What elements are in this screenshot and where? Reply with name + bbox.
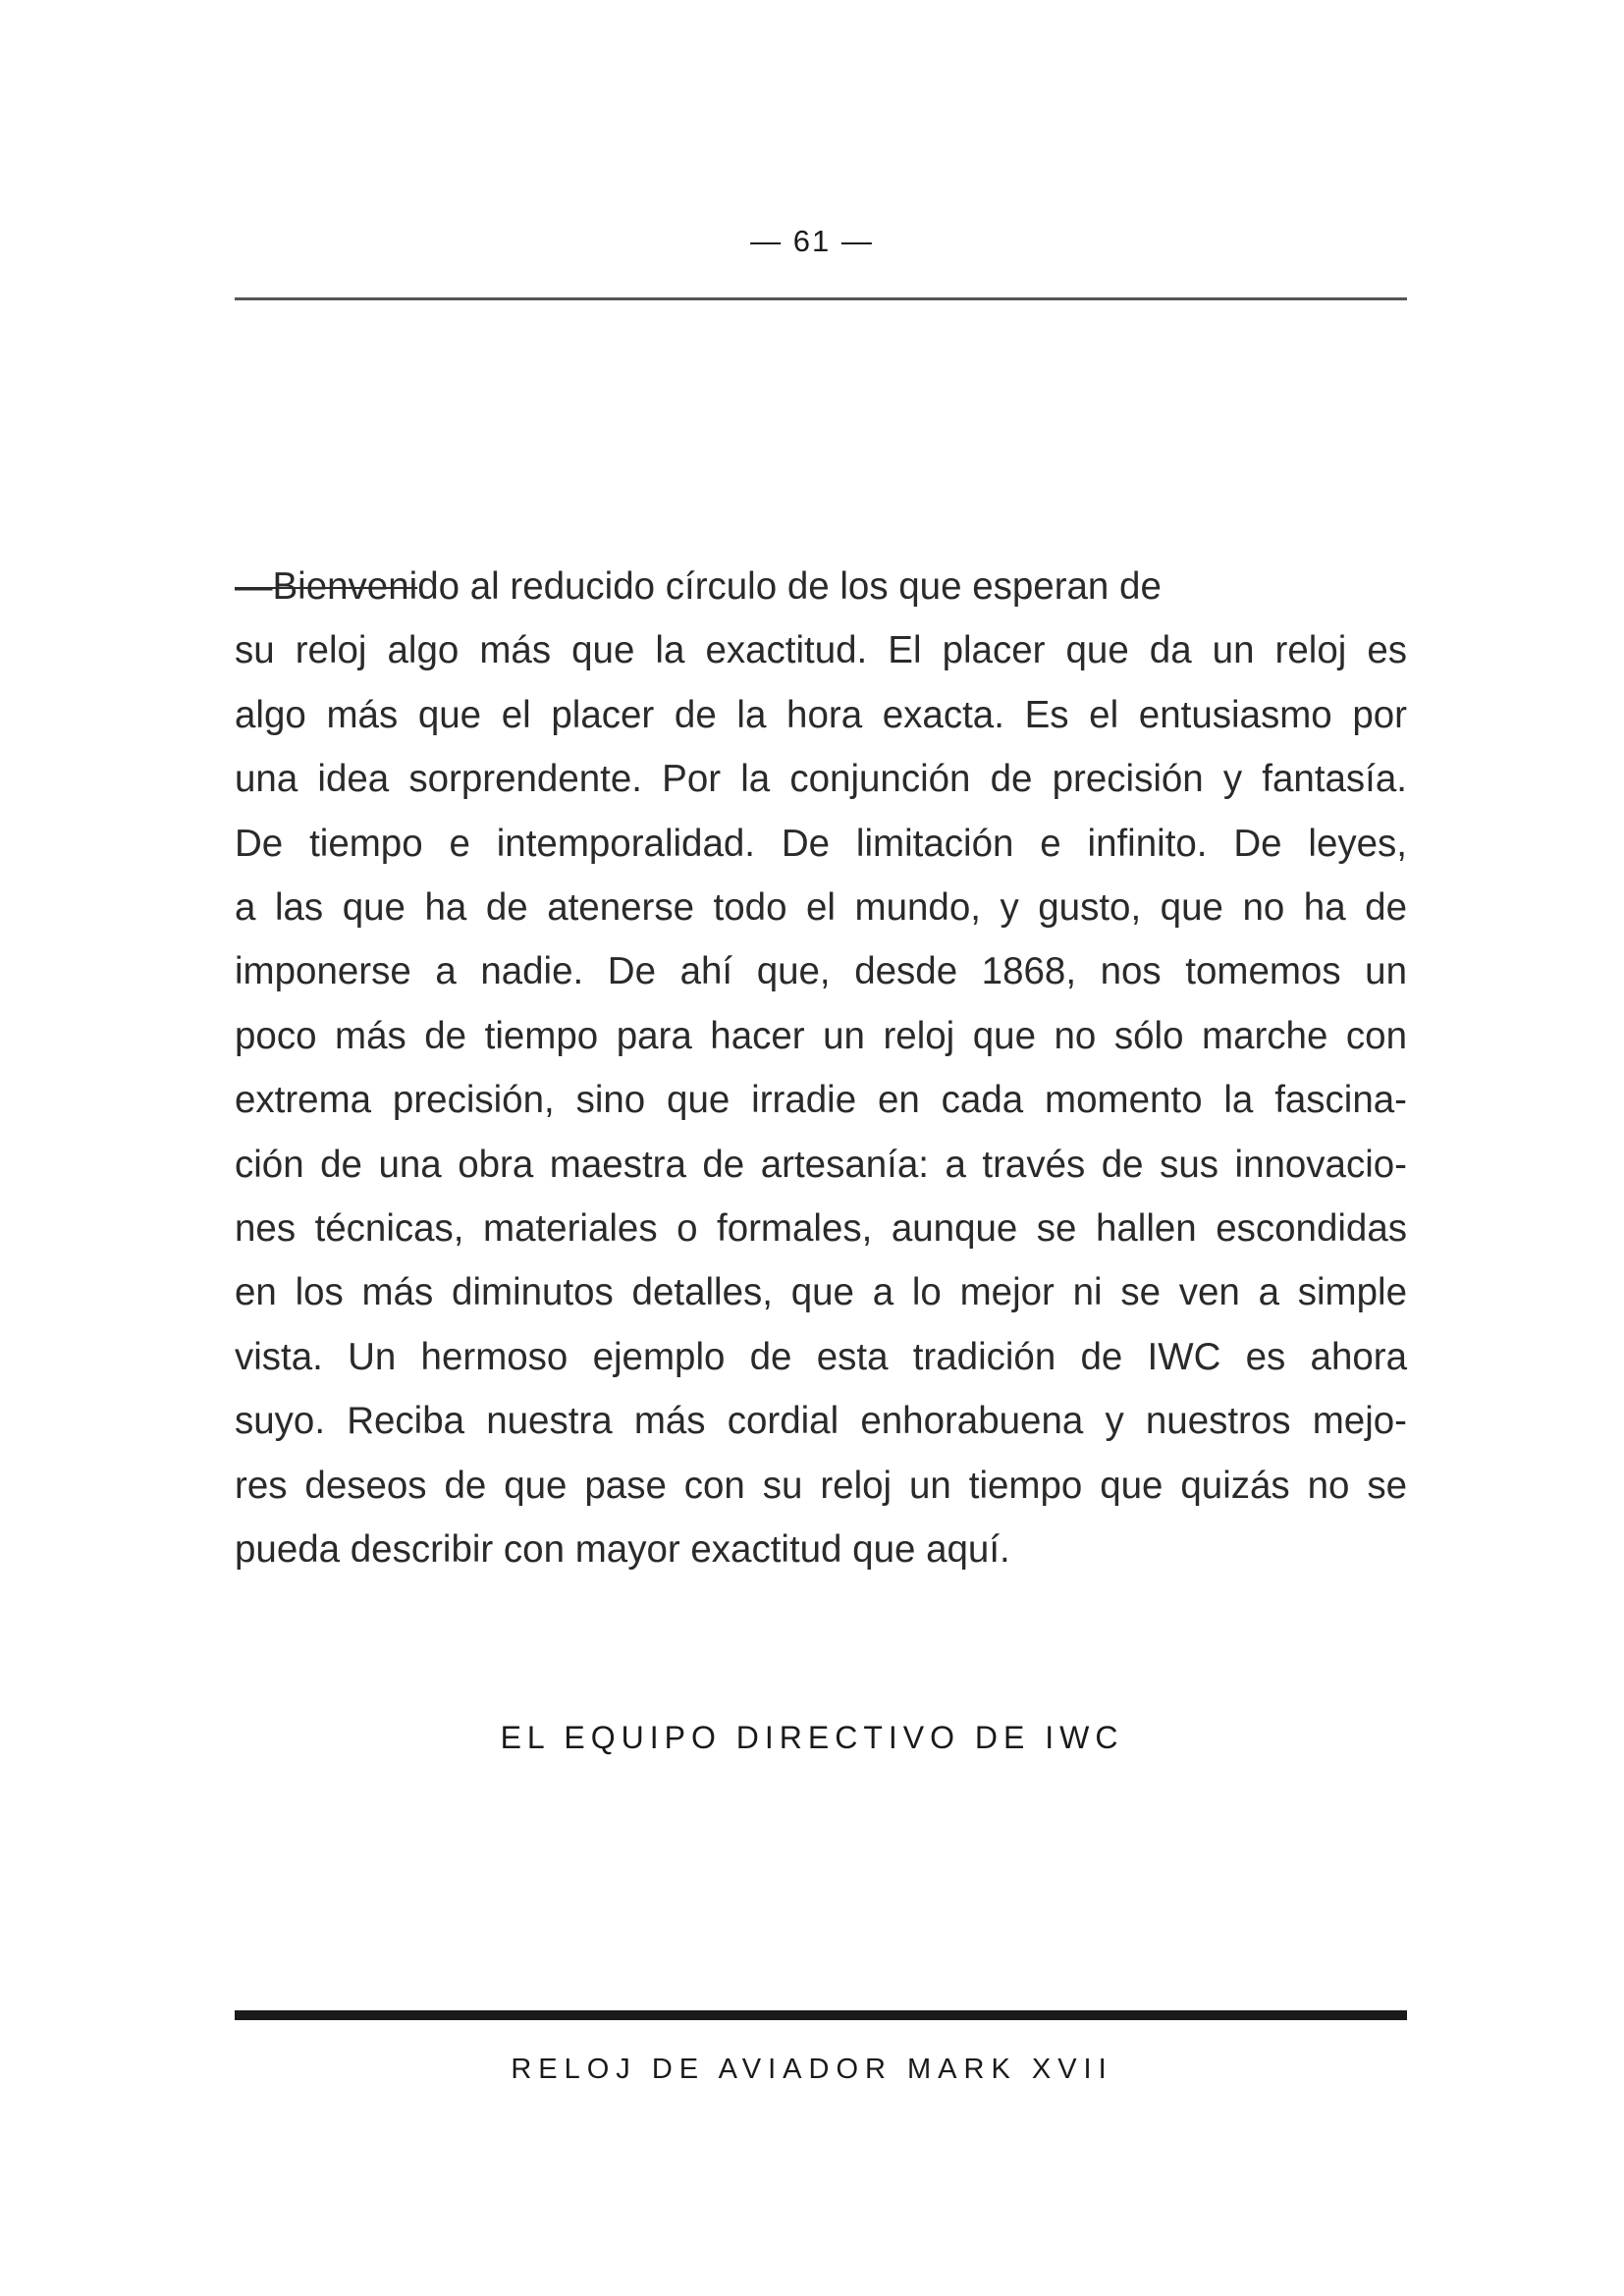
letter-body	[235, 555, 1407, 1582]
footer-title: RELOJ DE AVIADOR MARK XVII	[511, 2054, 1113, 2085]
body-line-10: ción de una obra maestra de artesanía: a través de sus innovacio-	[235, 1143, 1407, 1186]
body-line-3: algo más que el placer de la hora exacta. Es el entusiasmo por	[235, 693, 1407, 736]
body-line-4: una idea sorprendente. Por la conjunción de precisión y fantasía.	[235, 758, 1407, 801]
signature: EL EQUIPO DIRECTIVO DE IWC	[500, 1720, 1124, 1755]
body-line-5: De tiempo e intemporalidad. De limitación e infinito. De leyes,	[235, 822, 1407, 865]
body-line-14: suyo. Reciba nuestra más cordial enhorabuena y nuestros mejo-	[235, 1400, 1407, 1443]
body-line-1: —Bienvenido al reducido círculo de los que esperan de	[235, 565, 1162, 608]
body-line-2: su reloj algo más que la exactitud. El placer que da un reloj es	[235, 629, 1407, 672]
body-line-6: a las que ha de atenerse todo el mundo, y gusto, que no ha de	[235, 886, 1407, 930]
body-line-11: nes técnicas, materiales o formales, aunque se hallen escondidas	[235, 1207, 1407, 1251]
footer-divider	[235, 2010, 1407, 2020]
body-line-8: poco más de tiempo para hacer un reloj que no sólo marche con	[235, 1014, 1407, 1057]
body-line-9: extrema precisión, sino que irradie en cada momento la fascina-	[235, 1079, 1407, 1122]
body-line-7: imponerse a nadie. De ahí que, desde 1868, nos tomemos un	[235, 950, 1407, 993]
body-line-16: pueda describir con mayor exactitud que aquí.	[235, 1528, 1010, 1572]
header-divider	[235, 297, 1407, 300]
body-line-13: vista. Un hermoso ejemplo de esta tradición de IWC es ahora	[235, 1335, 1407, 1378]
body-line-12: en los más diminutos detalles, que a lo mejor ni se ven a simple	[235, 1271, 1407, 1314]
page-number: — 61 —	[750, 224, 874, 258]
body-line-15: res deseos de que pase con su reloj un tiempo que quizás no se	[235, 1464, 1407, 1507]
struck-text: —Bienveni	[235, 565, 418, 608]
